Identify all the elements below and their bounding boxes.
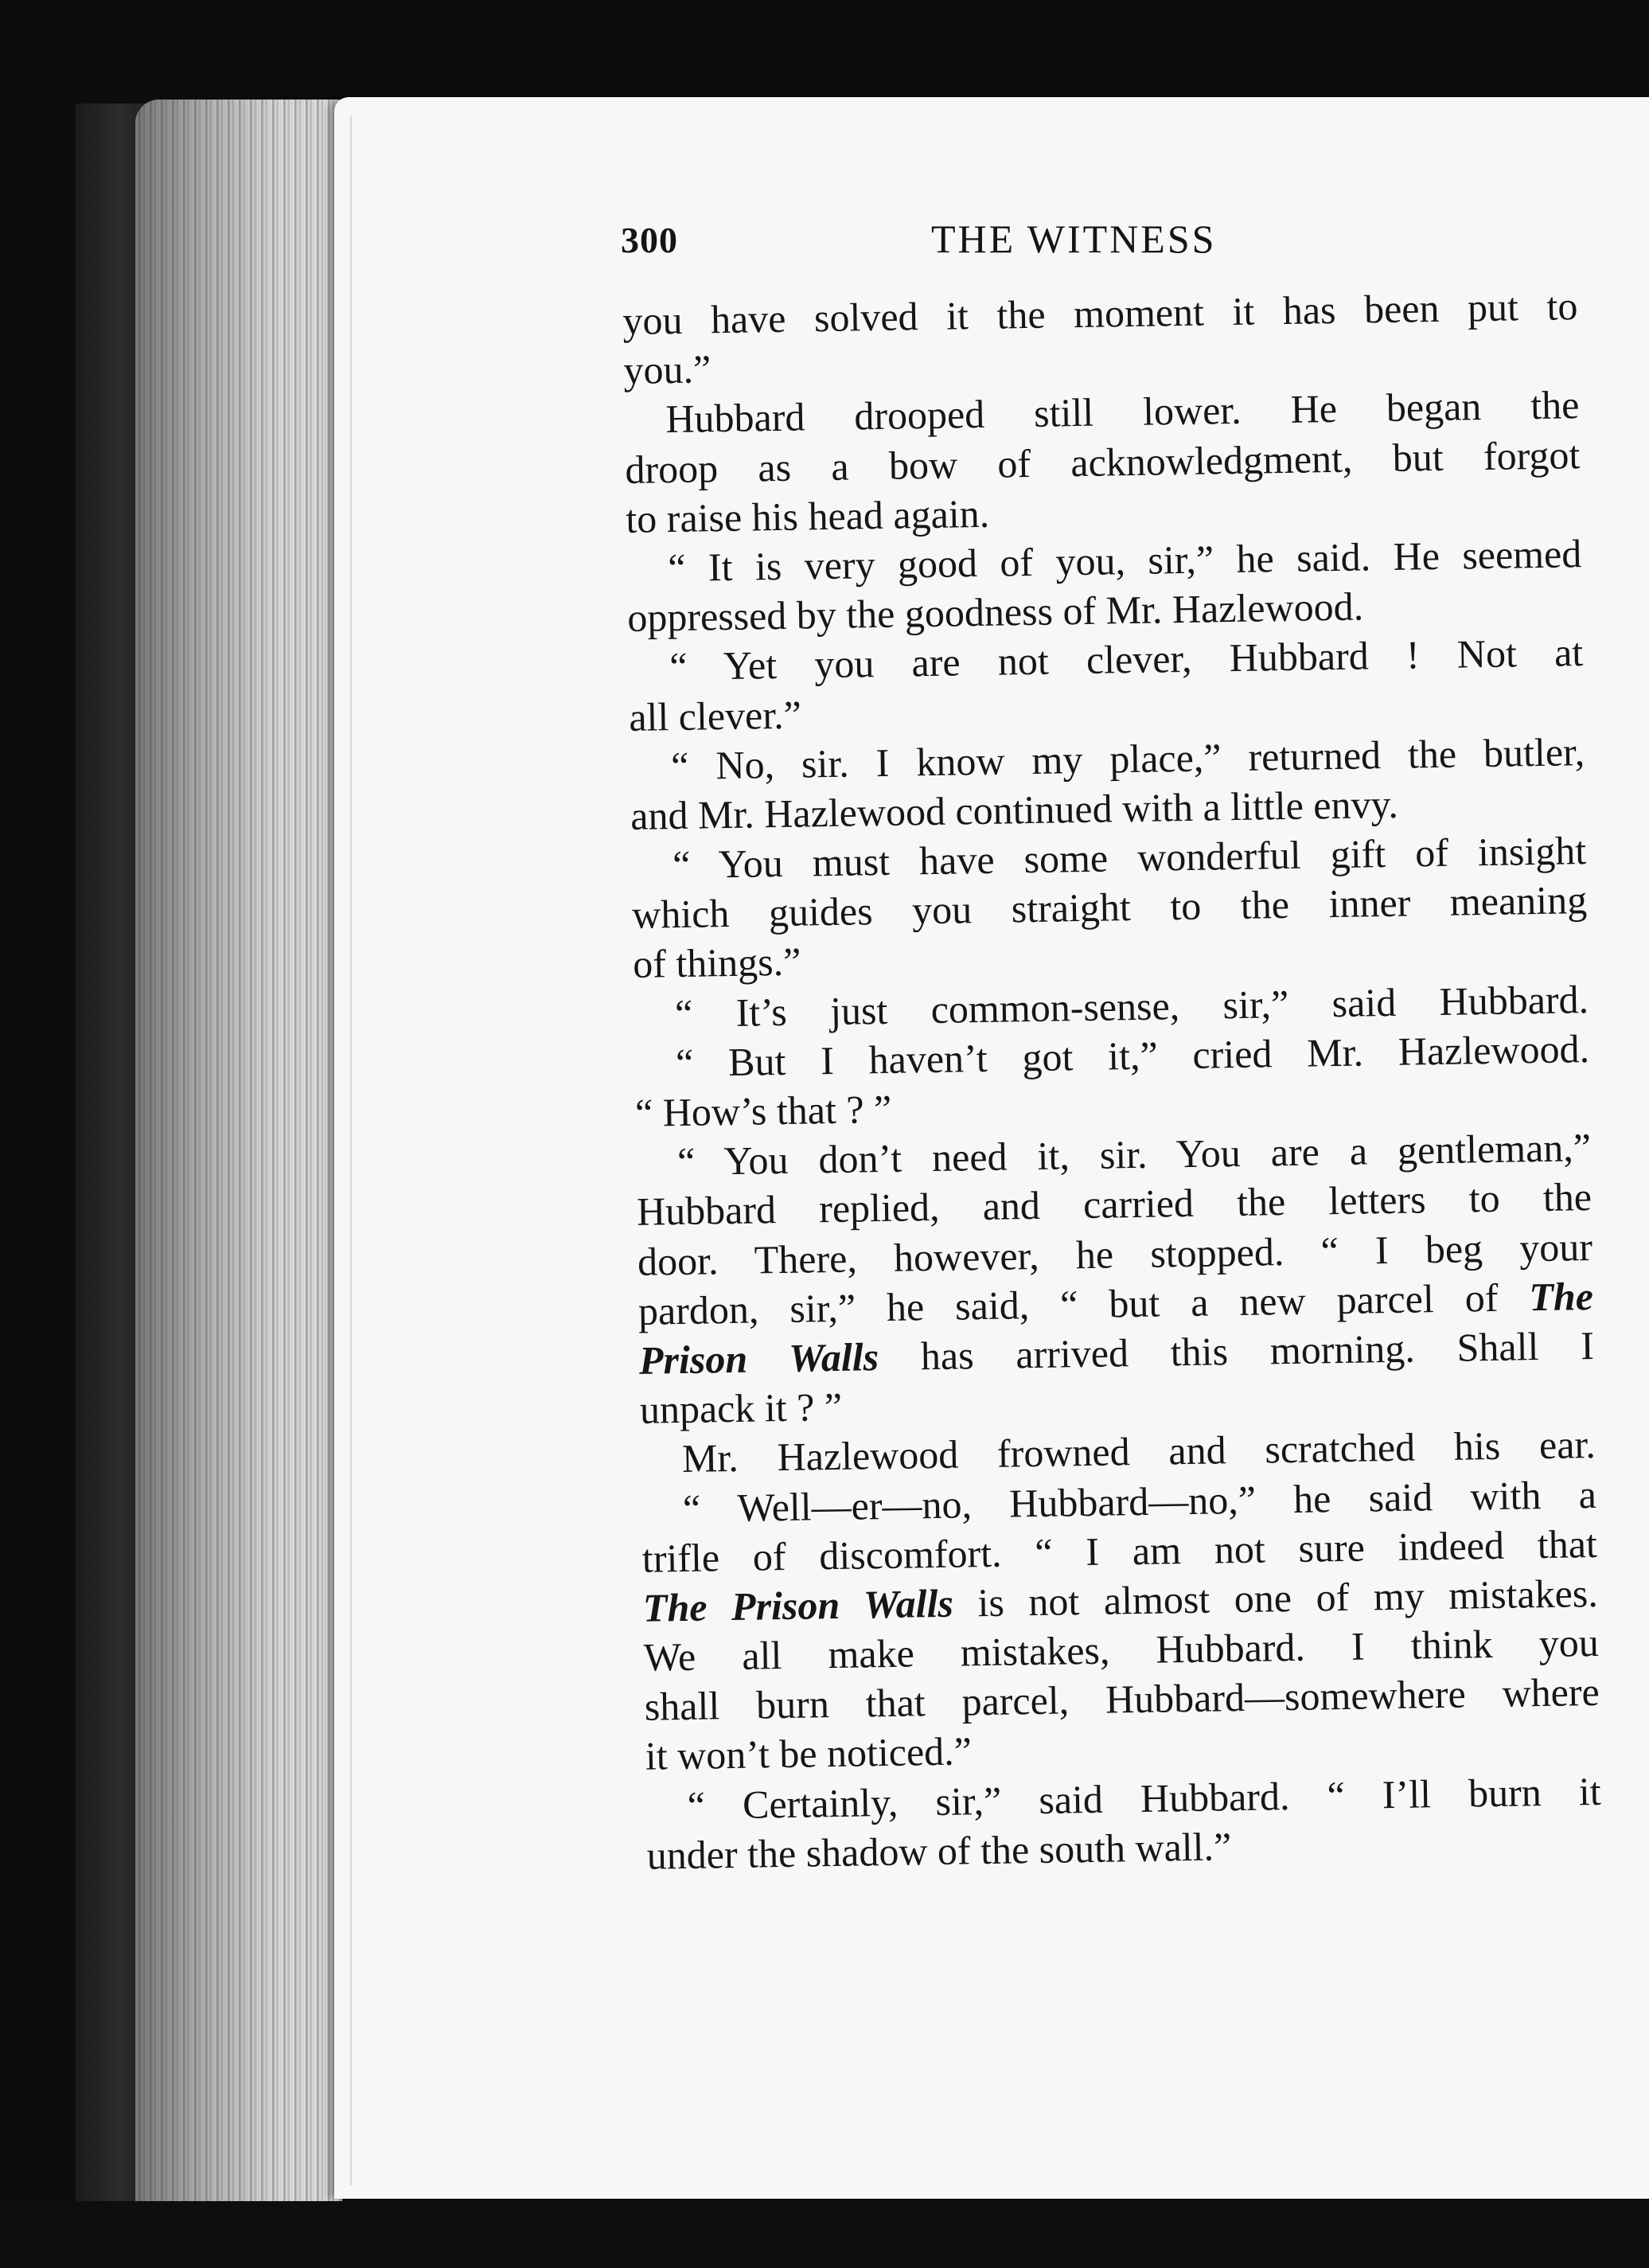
text-line: you.” [623,346,711,393]
text-line: droop as a bow of acknowledgment, but forgot [624,431,1581,492]
page-number: 300 [621,220,678,260]
text-run: pardon, sir,” he said, “ but a new parcel of [637,1275,1499,1333]
text-line: and Mr. Hazlewood continued with a little envy. [630,781,1399,838]
text-line: “ Certainly, sir,” said Hubbard. “ I’ll burn it [687,1768,1602,1828]
text-line: “ It’s just common-sense, sir,” said Hubbard. [674,976,1589,1036]
text-line: Hubbard replied, and carried the letters to the [636,1174,1592,1235]
text-line: “ Yet you are not clever, Hubbard ! Not at [669,630,1584,689]
text-run: is not almost one of my mistakes. [977,1570,1599,1626]
text-line: under the shadow of the south wall.” [646,1824,1232,1878]
text-line: “ No, sir. I know my place,” returned the butler, [670,728,1585,788]
text-line: “ Well—er—no, Hubbard—no,” he said with a [682,1471,1597,1531]
text-line: “ You don’t need it, sir. You are a gentleman,” [676,1125,1592,1185]
body-text [622,281,1602,1880]
text-line: “ How’s that ? ” [634,1086,892,1135]
text-line: Mr. Hazlewood frowned and scratched his ear. [681,1422,1596,1481]
page-fold-line [350,115,352,2185]
italic-title: Prison Walls [638,1334,879,1383]
italic-title: The [1528,1273,1594,1320]
text-line: which guides you straight to the inner meaning [631,877,1588,938]
text-line: “ It is very good of you, sir,” he said. He seemed [667,531,1582,591]
text-line: all clever.” [628,692,802,740]
text-line: Hubbard drooped still lower. He began the [665,382,1580,442]
running-title: THE WITNESS [931,217,1217,261]
text-line: unpack it ? ” [639,1384,843,1432]
italic-title: The Prison Walls [642,1580,954,1630]
text-line: oppressed by the goodness of Mr. Hazlewood. [626,584,1364,641]
text-line: “ But I haven’t got it,” cried Mr. Hazlewood. [675,1025,1590,1085]
page-edges-shadow [135,100,342,2201]
text-line: “ You must have some wonderful gift of insight [672,828,1587,888]
text-line: We all make mistakes, Hubbard. I think you [643,1620,1600,1680]
text-line: shall burn that parcel, Hubbard—somewhere where [644,1669,1600,1730]
text-run: has arrived this morning. Shall I [920,1322,1595,1379]
text-line: trifle of discomfort. “ I am not sure indeed that [641,1520,1598,1581]
text-line: you have solved it the moment it has been put to [622,283,1578,343]
text-line: door. There, however, he stopped. “ I beg your [637,1224,1593,1284]
scan-background-bottom [0,2201,1649,2268]
text-line: to raise his head again. [625,490,990,541]
text-line: of things.” [632,939,801,987]
running-header [621,219,1576,275]
text-line: it won’t be noticed.” [645,1728,973,1779]
